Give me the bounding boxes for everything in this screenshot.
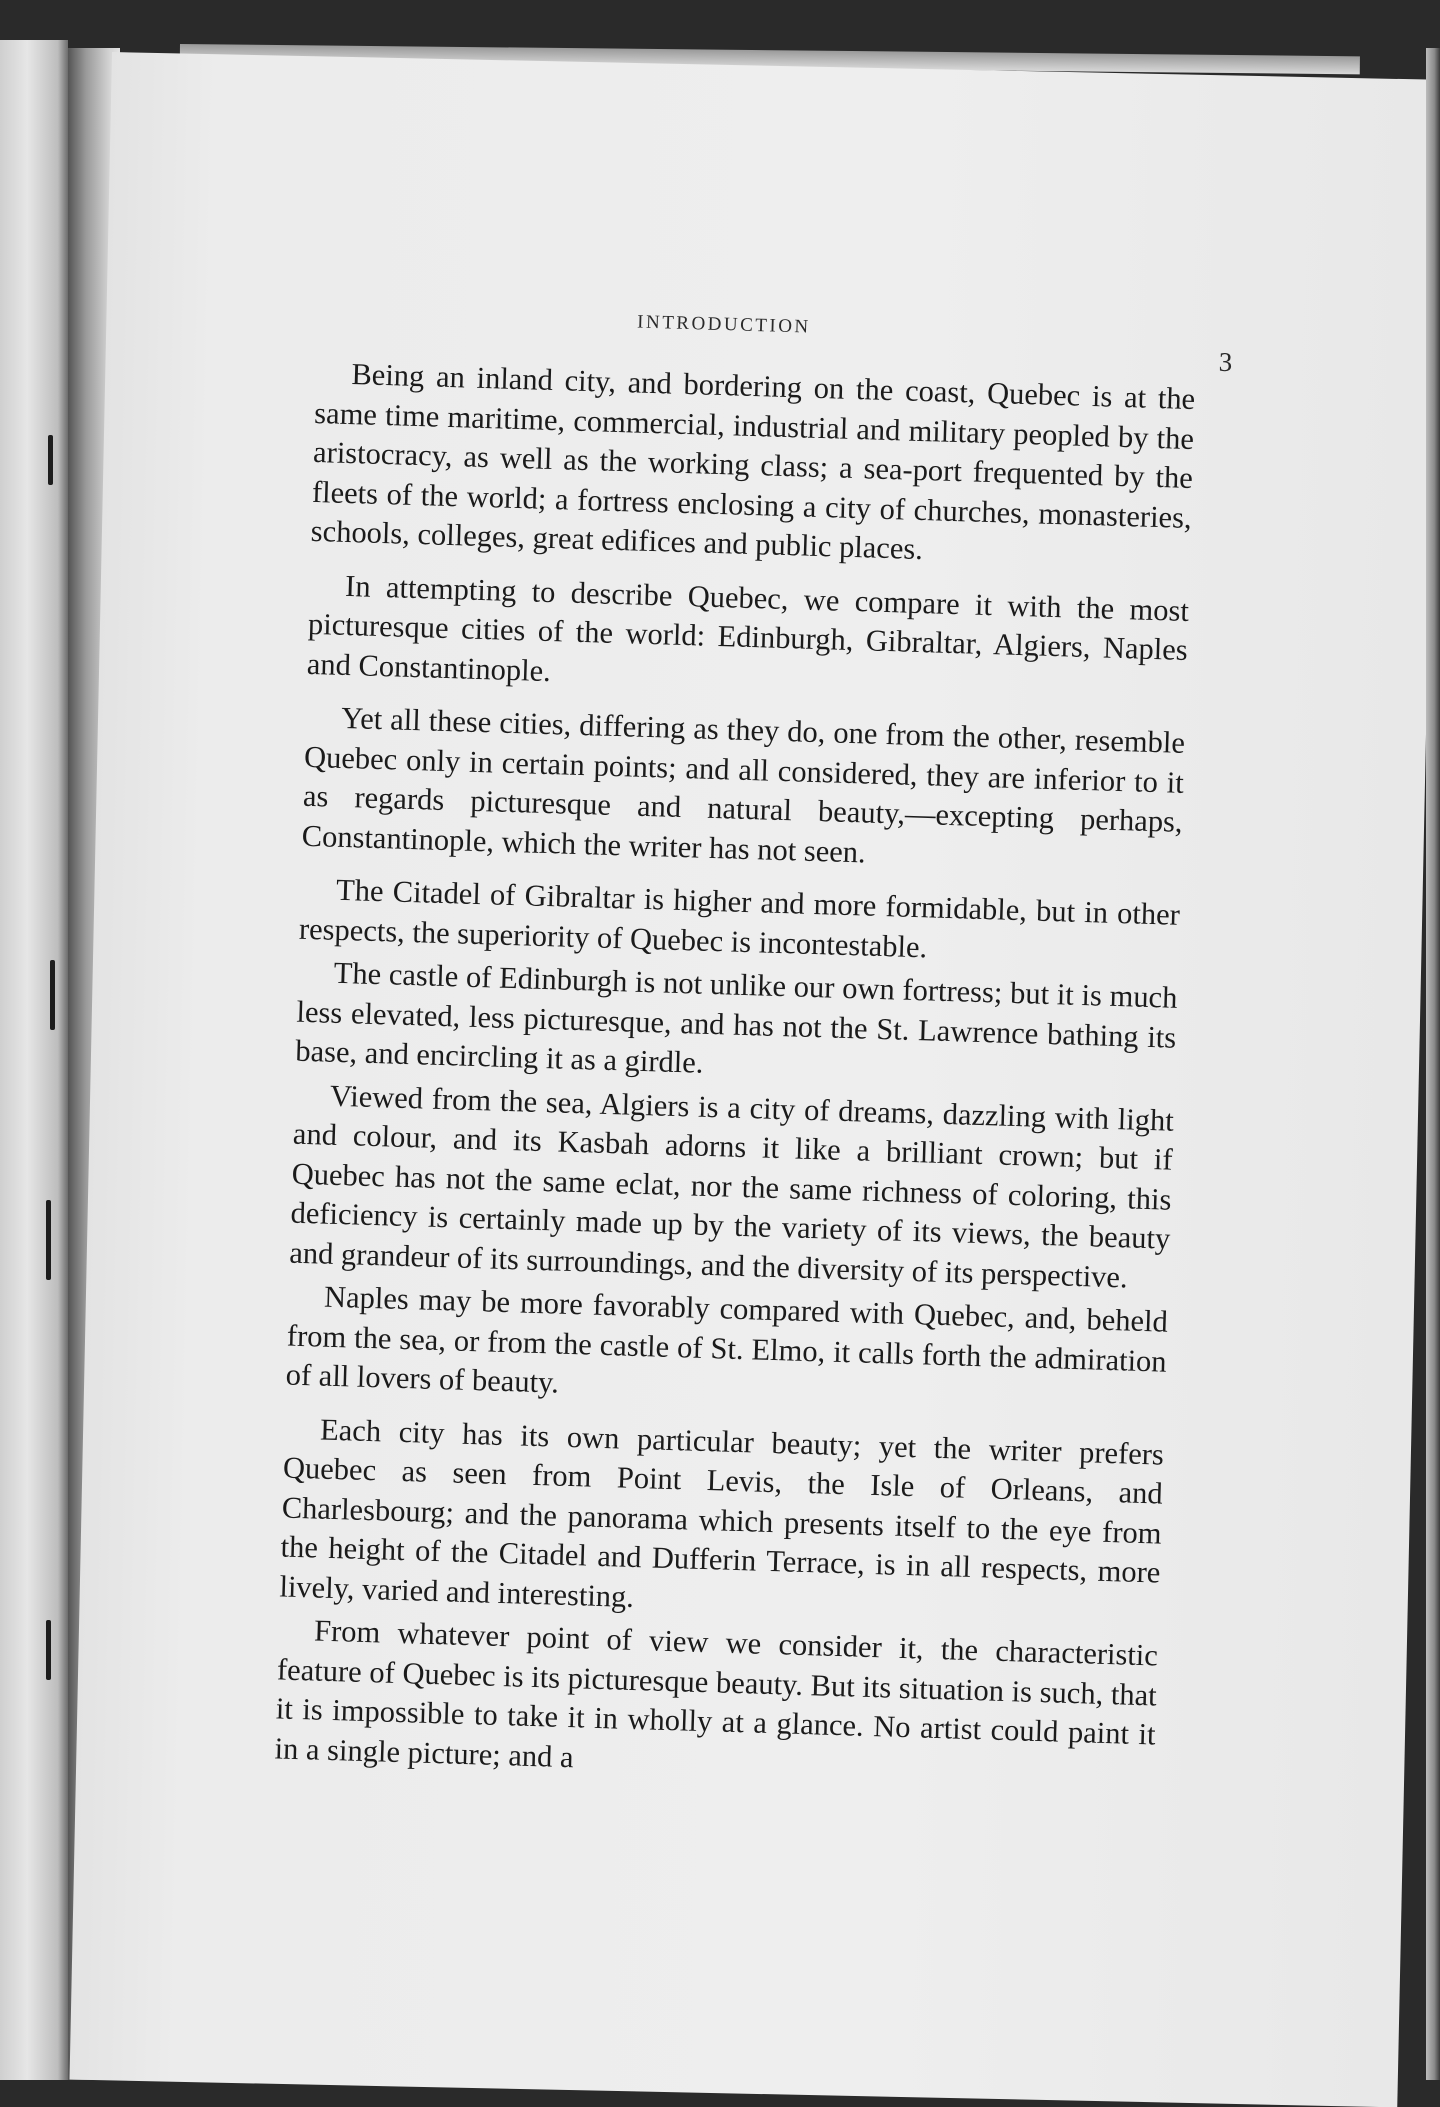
page-stack-right-edge [1426,48,1440,2080]
page-content [274,290,1233,1808]
paragraph-6: Viewed from the sea, Algiers is a city of dreams, dazzling with light and colour, and its Kasbah adorns it like a brilliant crown; but if Quebec has not the same eclat, nor the same richness of coloring, this deficiency is certainly made up by the variety of its views, the beauty and grandeur of its surroundings, and the diversity of its perspective. [288,1078,1175,1294]
ink-mark [46,1200,51,1280]
ink-mark [48,435,53,485]
paragraph-3: Yet all these cities, differing as they do, one from the other, resemble Quebec only in certain points; and all considered, they are inferior to it as regards picturesque and natural beauty,—excepting perhaps, Constantinople, which the writer has not seen. [301,700,1186,869]
paragraph-1: Being an inland city, and bordering on the coast, Quebec is at the same time maritime, commercial, industrial and military peopled by the aristocracy, as well as the working class; a sea-port frequented by the fleets of the world; a fortress enclosing a city of churches, monasteries, schools, colleges, great edifices and public places. [310,357,1196,567]
ink-mark [46,1620,51,1680]
paragraph-2: In attempting to describe Quebec, we compare it with the most picturesque cities of the world: Edinburgh, Gibraltar, Algiers, Naples and Constantinople. [306,568,1190,688]
paragraph-9: From whatever point of view we consider it, the characteristic feature of Quebec is its picturesque beauty. But its situation is such, that it is impossible to take it in wholly at a glance. No artist could paint it in a single picture; and a [274,1613,1159,1774]
paragraph-8: Each city has its own particular beauty; yet the writer prefers Quebec as seen from Point Levis, the Isle of Orleans, and Charlesbourg; and the panorama which presents itself to the eye from the height of the Citadel and Dufferin Terrace, is in all respects, more lively, varied and interesting. [279,1412,1165,1614]
running-head: INTRODUCTION [636,311,811,338]
paragraph-5: The castle of Edinburgh is not unlike our own fortress; but it is much less elevated, less picturesque, and has not the St. Lawrence bathing its base, and encircling it as a girdle. [294,955,1178,1080]
paragraph-4: The Citadel of Gibraltar is higher and more formidable, but in other respects, the superiority of Quebec is incontestable. [298,872,1181,964]
page-number: 3 [1218,346,1233,378]
ink-mark [50,960,55,1030]
paragraph-7: Naples may be more favorably compared with Quebec, and, beheld from the sea, or from the castle of St. Elmo, it calls forth the admiration of all lovers of beauty. [285,1279,1169,1400]
previous-page-edge [0,40,68,2080]
